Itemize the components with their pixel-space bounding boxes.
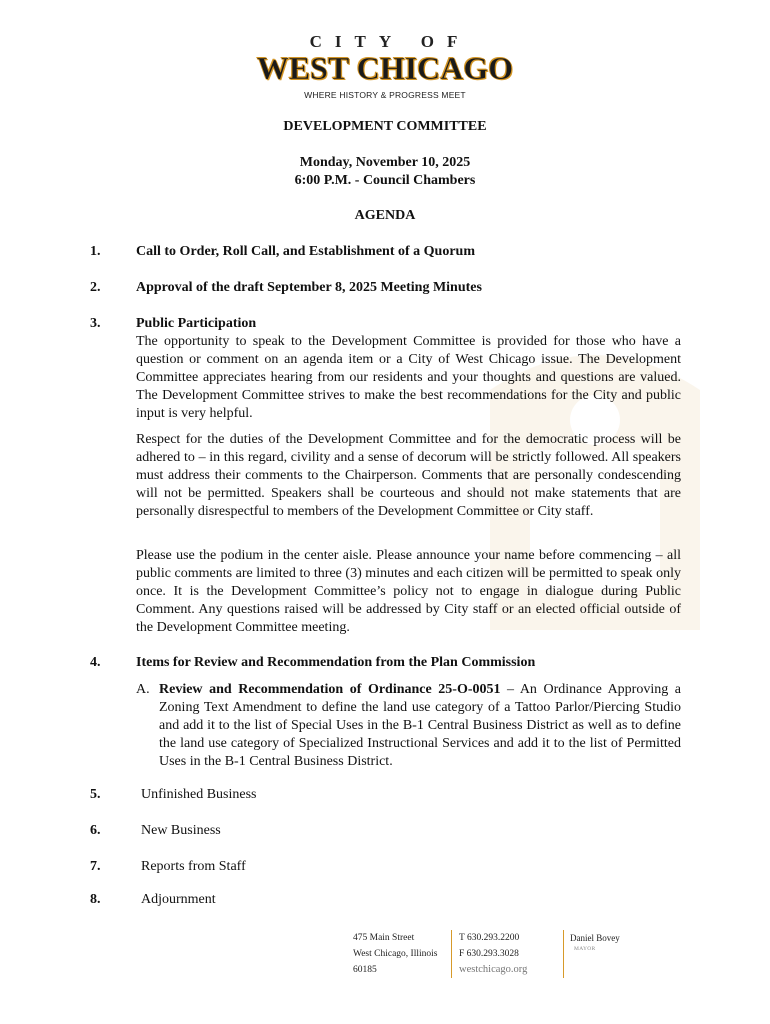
item-title: Call to Order, Roll Call, and Establishment of a Quorum [136, 244, 476, 259]
item-title: Items for Review and Recommendation from the Plan Commission [136, 655, 536, 670]
item-number: 2. [90, 280, 101, 295]
website-link[interactable]: westchicago.org [459, 964, 528, 975]
item-title: Approval of the draft September 8, 2025 Meeting Minutes [136, 280, 482, 295]
committee-title: DEVELOPMENT COMMITTEE [283, 119, 487, 134]
footer-address [353, 930, 443, 978]
sub-item-letter: A. [136, 682, 150, 697]
fax-number: F 630.293.3028 [459, 949, 519, 959]
mayor-title: MAYOR [574, 946, 596, 952]
item-title: Public Participation [136, 316, 257, 331]
ordinance-description: – An Ordinance Approving a Zoning Text Amendment to define the land use category of a Tattoo Parlor/Piercing Studio and add it to the list of Special Uses in the B-1 Central Business District as well as to define the land use category of Specialized Instructional Services and add it to the list of Permitted Uses in the B-1 Central Business District. [159, 682, 681, 769]
agenda-heading: AGENDA [354, 208, 416, 223]
sub-item-body [159, 681, 681, 771]
item-title: Adjournment [141, 892, 216, 907]
public-participation-paragraph-3: Please use the podium in the center aisle. Please announce your name before commencing – all public comments are limited to three (3) minutes and each citizen will be permitted to speak only once. It is the Development Committee’s policy not to engage in dialogue during Public Comment. Any questions raised will be addressed by City staff or an elected official outside of the Development Committee meeting. [136, 548, 681, 635]
meeting-time-place: 6:00 P.M. - Council Chambers [294, 173, 476, 188]
item-number: 6. [90, 823, 101, 838]
footer-mayor [563, 930, 620, 978]
public-participation-paragraph-2: Respect for the duties of the Development Committee and for the democratic process will be adhered to – in this regard, civility and a sense of decorum will be strictly followed. All speakers must address their comments to the Chairperson. Comments that are personally condescending will not be permitted. Speakers shall be courteous and should not make statements that are personally disrespectful to members of the Development Committee or City staff. [136, 432, 681, 519]
item-number: 4. [90, 655, 101, 670]
address-zip: 60185 [353, 965, 377, 975]
item-number: 7. [90, 859, 101, 874]
logo-west-chicago: WEST CHICAGO [256, 50, 514, 86]
item-number: 5. [90, 787, 101, 802]
item-title: Unfinished Business [141, 787, 257, 802]
phone-number: T 630.293.2200 [459, 933, 520, 943]
item-title: New Business [141, 823, 221, 838]
address-street: 475 Main Street [353, 933, 415, 943]
address-city: West Chicago, Illinois [353, 949, 438, 959]
footer-contact [451, 930, 559, 978]
item-number: 8. [90, 892, 101, 907]
logo-city-of: CITY OF [309, 32, 471, 51]
logo-tagline: WHERE HISTORY & PROGRESS MEET [304, 90, 466, 100]
item-number: 3. [90, 316, 101, 331]
sub-item-a [136, 681, 681, 771]
city-logo [240, 32, 530, 100]
item-number: 1. [90, 244, 101, 259]
mayor-name: Daniel Bovey [570, 933, 620, 943]
item-title: Reports from Staff [141, 859, 246, 874]
ordinance-title: Review and Recommendation of Ordinance 25-O-0051 [159, 682, 501, 697]
meeting-date: Monday, November 10, 2025 [299, 155, 471, 170]
public-participation-paragraph-1: The opportunity to speak to the Development Committee is provided for those who have a question or comment on an agenda item or a City of West Chicago issue. The Development Committee appreciates hearing from our residents and your thoughts and questions are valued. The Development Committee strives to make the best recommendations for the City and public input is very helpful. [136, 334, 681, 421]
